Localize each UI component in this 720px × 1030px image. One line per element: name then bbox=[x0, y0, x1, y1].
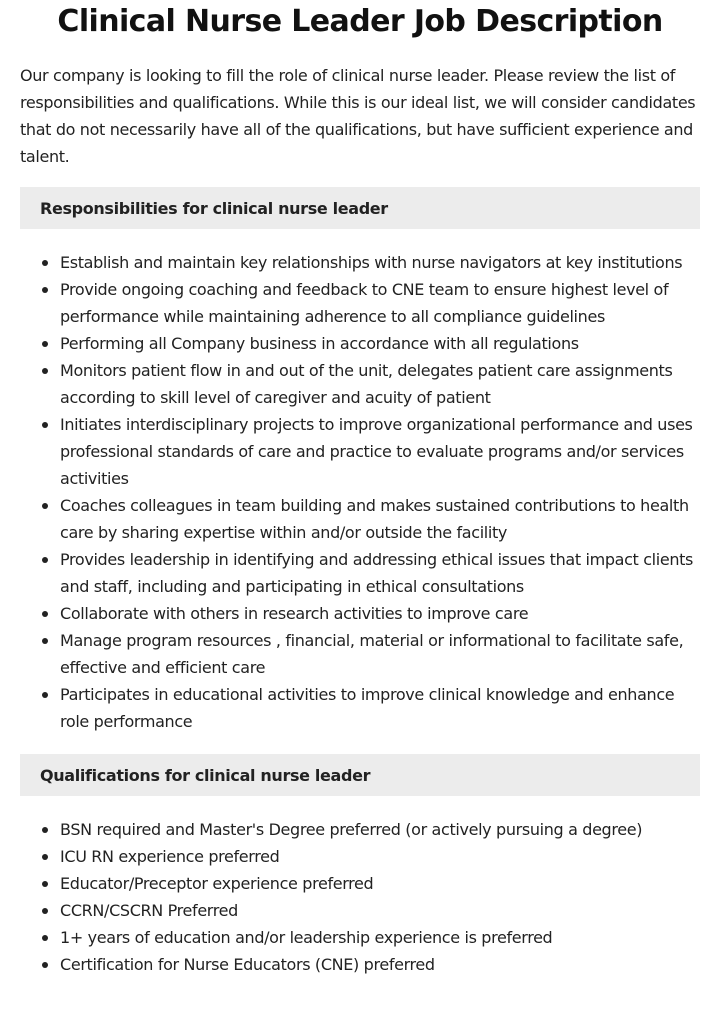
bullet-icon bbox=[42, 692, 48, 698]
bullet-icon bbox=[42, 503, 48, 509]
list-item-text: Provides leadership in identifying and addressing ethical issues that impact clients and staff, including and participating in ethical consultations bbox=[60, 550, 694, 596]
list-item-text: Establish and maintain key relationships with nurse navigators at key institutions bbox=[60, 253, 683, 272]
bullet-icon bbox=[42, 962, 48, 968]
qualifications-heading: Qualifications for clinical nurse leader bbox=[20, 754, 700, 796]
list-item bbox=[20, 843, 700, 870]
list-item bbox=[20, 870, 700, 897]
qualifications-list bbox=[20, 816, 700, 978]
bullet-icon bbox=[42, 827, 48, 833]
list-item-text: Participates in educational activities to improve clinical knowledge and enhance role performance bbox=[60, 685, 675, 731]
list-item-text: Manage program resources , financial, material or informational to facilitate safe, effective and efficient care bbox=[60, 631, 684, 677]
list-item-text: Initiates interdisciplinary projects to improve organizational performance and uses professional standards of care and practice to evaluate programs and/or services activities bbox=[60, 415, 693, 488]
list-item bbox=[20, 600, 700, 627]
list-item-text: Educator/Preceptor experience preferred bbox=[60, 874, 374, 893]
page-title: Clinical Nurse Leader Job Description bbox=[57, 4, 663, 39]
list-item bbox=[20, 816, 700, 843]
bullet-icon bbox=[42, 881, 48, 887]
list-item bbox=[20, 546, 700, 600]
list-item bbox=[20, 276, 700, 330]
list-item-text: Monitors patient flow in and out of the unit, delegates patient care assignments according to skill level of caregiver and acuity of patient bbox=[60, 361, 673, 407]
list-item-text: 1+ years of education and/or leadership experience is preferred bbox=[60, 928, 553, 947]
intro-paragraph: Our company is looking to fill the role of clinical nurse leader. Please review the list of responsibilities and qualifications. While this is our ideal list, we will consider candidates that do not necessarily have all of the qualifications, but have sufficient experience and talent. bbox=[20, 66, 696, 166]
list-item bbox=[20, 897, 700, 924]
list-item bbox=[20, 951, 700, 978]
responsibilities-heading: Responsibilities for clinical nurse leader bbox=[20, 187, 700, 229]
bullet-icon bbox=[42, 422, 48, 428]
bullet-icon bbox=[42, 557, 48, 563]
list-item bbox=[20, 924, 700, 951]
list-item-text: Collaborate with others in research activities to improve care bbox=[60, 604, 529, 623]
list-item-text: BSN required and Master's Degree preferred (or actively pursuing a degree) bbox=[60, 820, 643, 839]
list-item-text: Coaches colleagues in team building and makes sustained contributions to health care by sharing expertise within and/or outside the facility bbox=[60, 496, 689, 542]
list-item bbox=[20, 627, 700, 681]
bullet-icon bbox=[42, 638, 48, 644]
list-item-text: Certification for Nurse Educators (CNE) preferred bbox=[60, 955, 435, 974]
bullet-icon bbox=[42, 854, 48, 860]
list-item-text: Performing all Company business in accordance with all regulations bbox=[60, 334, 579, 353]
list-item-text: ICU RN experience preferred bbox=[60, 847, 280, 866]
bullet-icon bbox=[42, 368, 48, 374]
bullet-icon bbox=[42, 341, 48, 347]
list-item bbox=[20, 330, 700, 357]
bullet-icon bbox=[42, 287, 48, 293]
list-item bbox=[20, 492, 700, 546]
list-item-text: CCRN/CSCRN Preferred bbox=[60, 901, 238, 920]
list-item bbox=[20, 357, 700, 411]
bullet-icon bbox=[42, 611, 48, 617]
list-item-text: Provide ongoing coaching and feedback to CNE team to ensure highest level of performance while maintaining adherence to all compliance guidelines bbox=[60, 280, 669, 326]
list-item bbox=[20, 681, 700, 735]
bullet-icon bbox=[42, 908, 48, 914]
list-item bbox=[20, 249, 700, 276]
bullet-icon bbox=[42, 260, 48, 266]
list-item bbox=[20, 411, 700, 492]
bullet-icon bbox=[42, 935, 48, 941]
responsibilities-list bbox=[20, 249, 700, 735]
